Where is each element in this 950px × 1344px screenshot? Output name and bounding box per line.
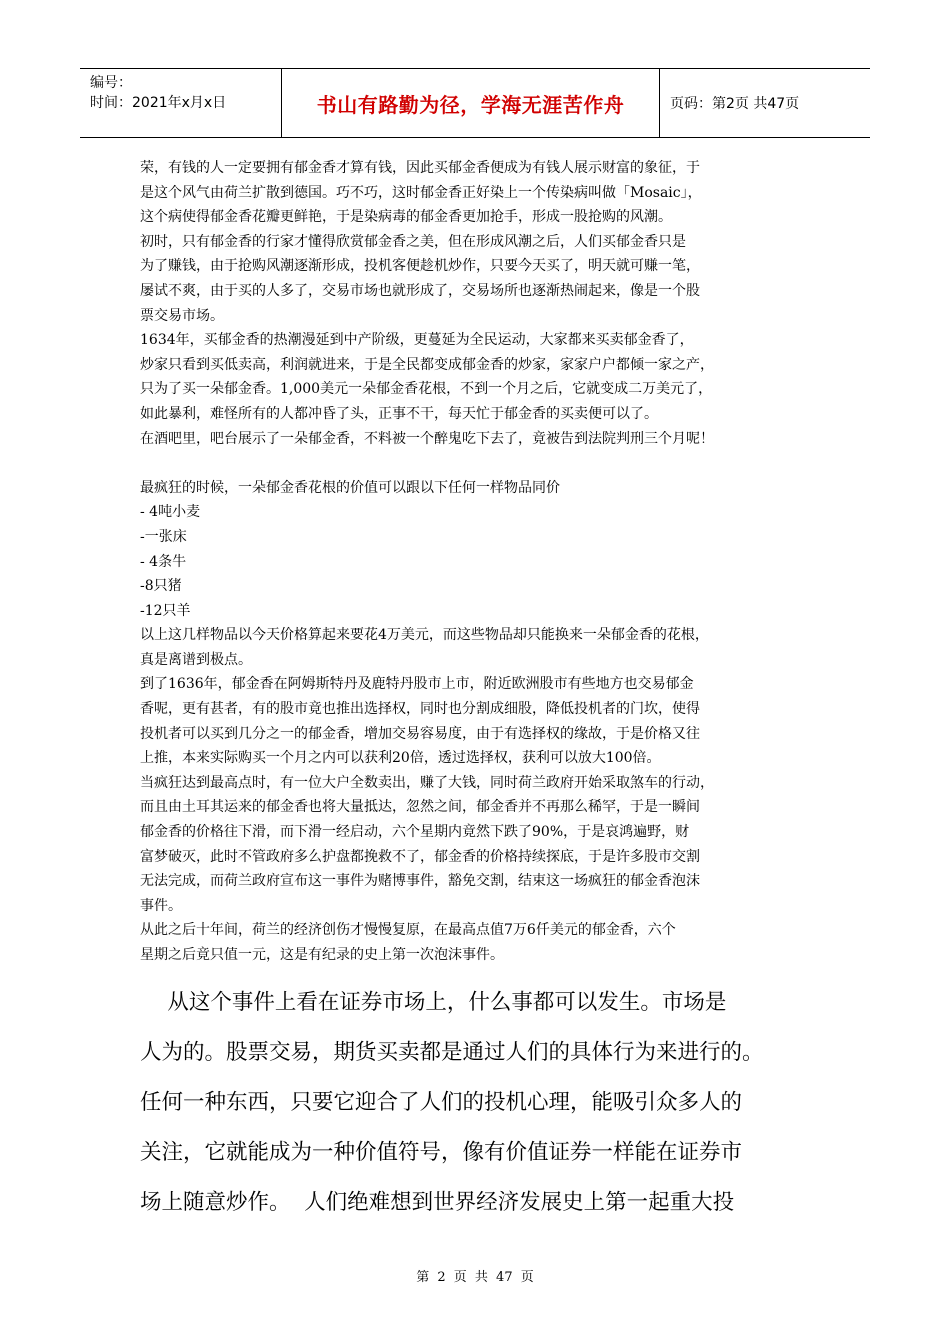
text-line: 如此暴利，难怪所有的人都冲昏了头，正事不干，每天忙于郁金香的买卖便可以了。 [140, 405, 658, 422]
text-line-large: 人为的。股票交易，期货买卖都是通过人们的具体行为来进行的。 [140, 1039, 764, 1065]
blank-line [140, 451, 830, 476]
text-line: 荣，有钱的人一定要拥有郁金香才算有钱，因此买郁金香便成为有钱人展示财富的象征，于 [140, 160, 700, 176]
text-line: 富梦破灭，此时不管政府多么护盘都挽救不了，郁金香的价格持续探底，于是许多股市交割 [140, 848, 700, 865]
number-label: 编号： [90, 75, 132, 91]
text-line: 投机者可以买到几分之一的郁金香，增加交易容易度，由于有选择权的缘故，于是价格又往 [140, 725, 700, 742]
body-section-1 [140, 156, 830, 451]
time-label: 时间：2021年x月x日 [90, 95, 227, 111]
text-line: 为了赚钱，由于抢购风潮逐渐形成，投机客便趁机炒作，只要今天买了，明天就可赚一笔， [140, 258, 700, 275]
list-item: -12只羊 [140, 602, 191, 619]
text-line: 香呢，更有甚者，有的股市竟也推出选择权，同时也分割成细股，降低投机者的门坎，使得 [140, 701, 700, 718]
text-line: 真是离谱到极点。 [140, 651, 252, 668]
header-meta [80, 69, 282, 137]
text-line: 最疯狂的时候，一朵郁金香花根的价值可以跟以下任何一样物品同价 [140, 479, 560, 496]
text-line: 在酒吧里，吧台展示了一朵郁金香，不料被一个醉鬼吃下去了，竟被告到法院判刑三个月呢！ [140, 430, 714, 447]
list-item: -8只猪 [140, 578, 182, 595]
text-line: 星期之后竟只值一元，这是有纪录的史上第一次泡沫事件。 [140, 947, 504, 963]
text-line-large: 场上随意炒作。 人们绝难想到世界经济发展史上第一起重大投 [140, 1189, 735, 1215]
text-line: 以上这几样物品以今天价格算起来要花4万美元，而这些物品却只能换来一朵郁金香的花根， [140, 627, 709, 644]
text-line: 无法完成，而荷兰政府宣布这一事件为赌博事件，豁免交割，结束这一场疯狂的郁金香泡沫 [140, 873, 700, 890]
text-line: 郁金香的价格往下滑，而下滑一经启动，六个星期内竟然下跌了90%，于是哀鸿遍野，财 [140, 824, 690, 841]
text-line: 而且由土耳其运来的郁金香也将大量抵达，忽然之间，郁金香并不再那么稀罕，于是一瞬间 [140, 799, 700, 816]
text-line-large: 从这个事件上看在证券市场上，什么事都可以发生。市场是 [140, 989, 727, 1015]
text-line: 初时，只有郁金香的行家才懂得欣赏郁金香之美，但在形成风潮之后，人们买郁金香只是 [140, 233, 686, 250]
document-header [80, 68, 870, 138]
text-line: 是这个风气由荷兰扩散到德国。巧不巧，这时郁金香正好染上一个传染病叫做「Mosaic」， [140, 184, 702, 201]
text-line: 事件。 [140, 897, 182, 914]
text-line-large: 任何一种东西，只要它迎合了人们的投机心理，能吸引众多人的 [140, 1089, 743, 1115]
text-line: 1634年，买郁金香的热潮漫延到中产阶级，更蔓延为全民运动，大家都来买卖郁金香了， [140, 332, 694, 349]
list-item: -一张床 [140, 528, 187, 545]
text-line: 当疯狂达到最高点时，有一位大户全数卖出，赚了大钱，同时荷兰政府开始采取煞车的行动， [140, 774, 714, 791]
text-line: 炒家只看到买低卖高，利润就进来，于是全民都变成郁金香的炒家，家家户户都倾一家之产， [140, 356, 714, 373]
body-section-2 [140, 476, 830, 968]
body-section-large [140, 978, 830, 1228]
header-page-info: 页码：第2页 共47页 [670, 96, 800, 112]
text-line: 从此之后十年间，荷兰的经济创伤才慢慢复原，在最高点值7万6仟美元的郁金香，六个 [140, 922, 676, 939]
document-body [140, 156, 830, 1228]
list-item: - 4吨小麦 [140, 504, 201, 521]
text-line: 这个病使得郁金香花瓣更鲜艳，于是染病毒的郁金香更加抢手，形成一股抢购的风潮。 [140, 209, 672, 226]
list-item: - 4条牛 [140, 553, 187, 570]
text-line: 只为了买一朵郁金香。1,000美元一朵郁金香花根，不到一个月之后，它就变成二万美元了， [140, 381, 713, 398]
text-line: 到了1636年，郁金香在阿姆斯特丹及鹿特丹股市上市，附近欧洲股市有些地方也交易郁金 [140, 676, 694, 693]
header-motto: 书山有路勤为径，学海无涯苦作舟 [282, 69, 660, 137]
text-line-large: 关注，它就能成为一种价值符号，像有价值证券一样能在证券市 [140, 1139, 743, 1165]
text-line: 票交易市场。 [140, 307, 224, 324]
text-line: 屡试不爽，由于买的人多了，交易市场也就形成了，交易场所也逐渐热闹起来，像是一个股 [140, 282, 700, 299]
text-line: 上推，本来实际购买一个月之内可以获利20倍，透过选择权，获利可以放大100倍。 [140, 750, 661, 767]
page-footer: 第 2 页 共 47 页 [416, 1270, 534, 1285]
